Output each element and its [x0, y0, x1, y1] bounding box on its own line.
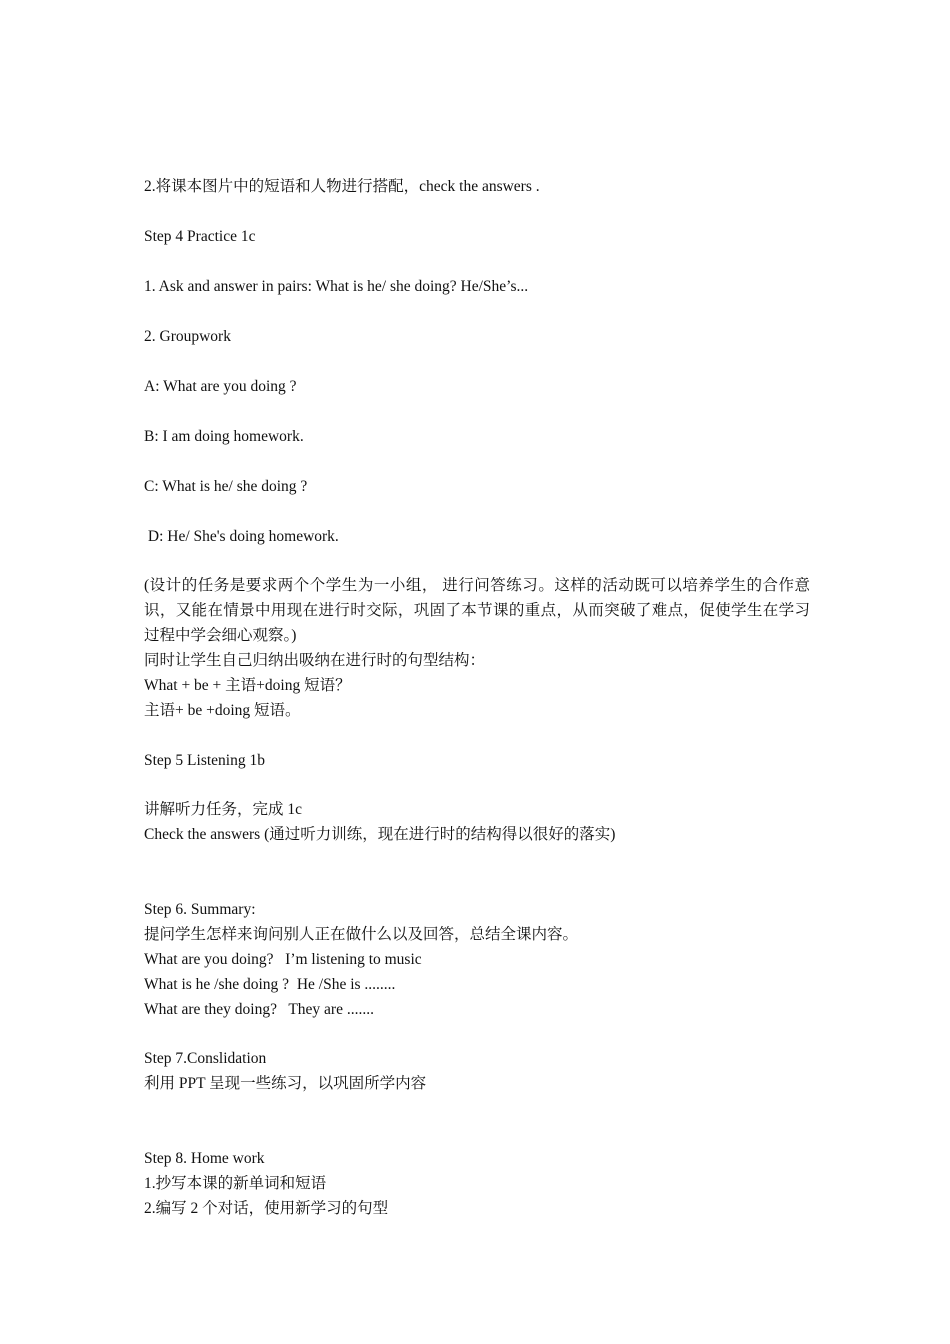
- step-heading: Step 8. Home work: [144, 1150, 265, 1167]
- step-heading: Step 7.Conslidation: [144, 1050, 267, 1067]
- text-line: 2.编写 2 个对话，使用新学习的句型: [144, 1200, 389, 1217]
- text-line: 同时让学生自己归纳出吸纳在进行时的句型结构：: [144, 652, 486, 669]
- text-line: 提问学生怎样来询问别人正在做什么以及回答，总结全课内容。: [144, 926, 579, 943]
- pattern-line: 主语+ be +doing 短语。: [144, 702, 301, 719]
- text-line: 2. Groupwork: [144, 328, 231, 345]
- pattern-line: What + be + 主语+doing 短语？: [144, 677, 351, 694]
- dialogue-line: What are you doing? I’m listening to music: [144, 951, 422, 968]
- step-heading: Step 4 Practice 1c: [144, 228, 256, 245]
- dialogue-line: What is he /she doing ? He /She is ........: [144, 976, 396, 993]
- design-note-paragraph: (设计的任务是要求两个个学生为一小组， 进行问答练习。这样的活动既可以培养学生的合作意识，又能在情景中用现在进行时交际，巩固了本节课的重点，从而突破了难点，促使学生在学习过程中学会细心观察。): [144, 577, 810, 644]
- text-line: Check the answers (通过听力训练，现在进行时的结构得以很好的落实): [144, 826, 616, 843]
- text-line: 1. Ask and answer in pairs: What is he/ she doing? He/She’s...: [144, 278, 529, 295]
- text-line: 讲解听力任务，完成 1c: [144, 801, 303, 818]
- dialogue-line: D: He/ She's doing homework.: [144, 528, 339, 545]
- dialogue-line: B: I am doing homework.: [144, 428, 304, 445]
- text-line: 利用 PPT 呈现一些练习，以巩固所学内容: [144, 1075, 427, 1092]
- step-heading: Step 6. Summary:: [144, 901, 256, 918]
- dialogue-line: C: What is he/ she doing ?: [144, 478, 308, 495]
- dialogue-line: What are they doing? They are .......: [144, 1001, 374, 1018]
- dialogue-line: A: What are you doing ?: [144, 378, 297, 395]
- text-line: 2.将课本图片中的短语和人物进行搭配，check the answers .: [144, 178, 540, 195]
- text-line: 1.抄写本课的新单词和短语: [144, 1175, 327, 1192]
- step-heading: Step 5 Listening 1b: [144, 752, 265, 769]
